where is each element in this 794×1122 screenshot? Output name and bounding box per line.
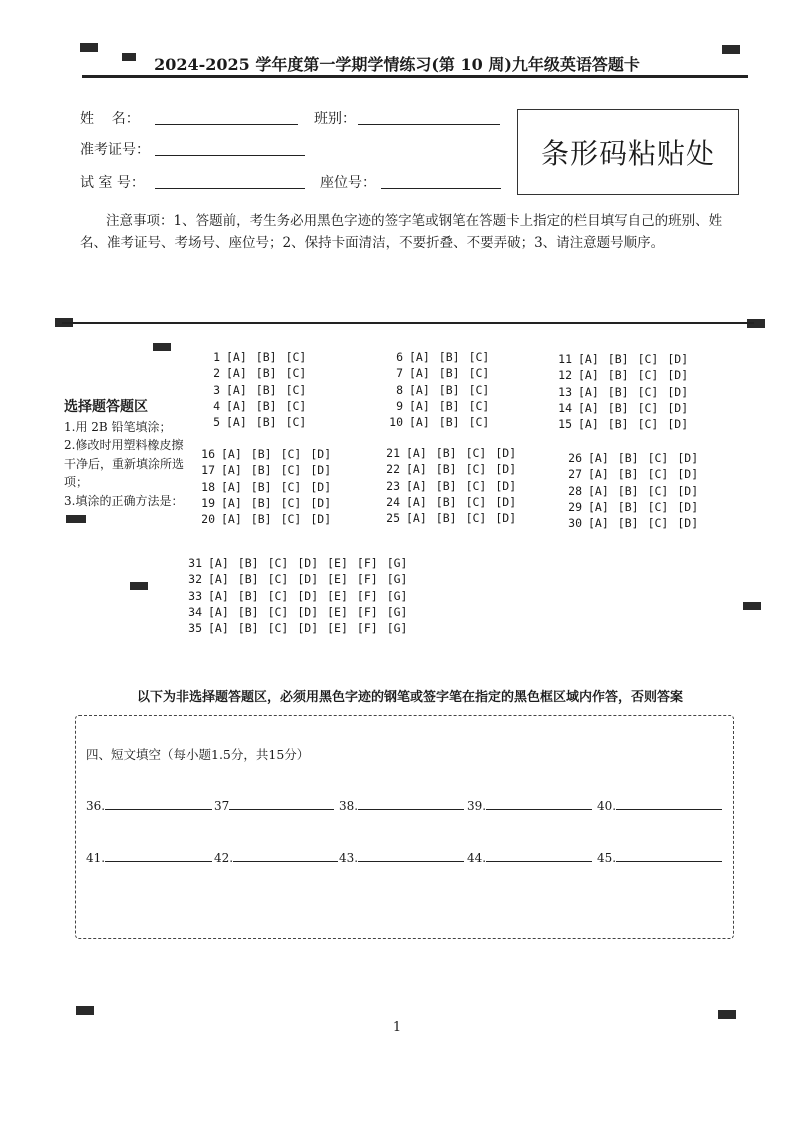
question-number: 7 [396,366,403,381]
bubble-32-C[interactable]: [C] [267,572,289,587]
barcode-label: 条形码粘贴处 [540,137,715,170]
bubble-21-D[interactable]: [D] [495,446,517,460]
bubble-22-A[interactable]: [A] [406,462,427,477]
question-number: 22 [386,462,400,477]
bubble-22-C[interactable]: [C] [465,462,487,477]
blank-39[interactable] [467,797,592,813]
bubble-1-C[interactable]: [C] [285,350,307,364]
bubble-31-G[interactable]: [G] [386,556,408,570]
bubble-30-A[interactable]: [A] [588,516,609,531]
blank-38[interactable] [339,797,464,813]
bubble-32-B[interactable]: [B] [237,572,259,587]
blank-number: 36. [86,799,106,813]
question-row-34 [182,605,416,621]
bubble-1-A[interactable]: [A] [226,350,247,364]
bubble-15-A[interactable]: [A] [578,417,599,432]
bubble-33-B[interactable]: [B] [237,588,259,603]
bubble-5-C[interactable]: [C] [285,415,307,430]
seat-field[interactable] [381,188,501,189]
bubble-33-C[interactable]: [C] [267,588,289,603]
bubble-32-E[interactable]: [E] [327,572,348,587]
bubble-27-C[interactable]: [C] [647,467,669,482]
timing-mark-side-right [743,602,761,610]
bubble-2-C[interactable]: [C] [285,366,307,381]
bubble-29-A[interactable]: [A] [588,499,609,514]
bubble-35-A[interactable]: [A] [208,621,229,636]
bubble-7-C[interactable]: [C] [468,366,490,381]
bubble-13-C[interactable]: [C] [637,384,659,399]
bubble-16-B[interactable]: [B] [250,447,272,461]
question-row-14 [552,401,697,417]
question-row-29 [562,500,707,516]
bubble-30-B[interactable]: [B] [617,516,639,531]
bubble-31-A[interactable]: [A] [208,556,229,570]
blank-40[interactable] [597,797,722,813]
bubble-19-A[interactable]: [A] [221,495,242,510]
bubble-5-A[interactable]: [A] [226,415,247,430]
bubble-23-B[interactable]: [B] [435,478,457,493]
blank-line[interactable] [616,797,722,810]
bubble-28-B[interactable]: [B] [617,483,639,498]
question-row-32 [182,572,416,588]
bubble-23-C[interactable]: [C] [465,478,487,493]
bubble-4-B[interactable]: [B] [255,398,277,413]
bubble-33-A[interactable]: [A] [208,588,229,603]
question-row-22 [380,462,525,478]
question-number: 27 [568,467,582,482]
question-row-24 [380,495,525,511]
question-number: 18 [201,479,215,494]
bubble-26-B[interactable]: [B] [617,451,639,465]
section-rule [62,322,754,324]
timing-mark-choice-1 [153,343,171,351]
blank-line[interactable] [358,849,464,862]
bubble-7-B[interactable]: [B] [438,366,460,381]
bubble-35-G[interactable]: [G] [386,621,408,636]
question-number: 1 [213,350,220,364]
bubble-8-C[interactable]: [C] [468,382,490,397]
choice-instructions [64,398,194,529]
bubble-2-A[interactable]: [A] [226,366,247,381]
bubble-4-C[interactable]: [C] [285,398,307,413]
blank-line[interactable] [616,849,722,862]
blank-number: 37 [214,799,230,813]
timing-mark-bottom-right [718,1010,736,1019]
bubble-4-A[interactable]: [A] [226,398,247,413]
bubble-20-C[interactable]: [C] [280,512,302,527]
question-row-12 [552,368,697,384]
bubble-23-A[interactable]: [A] [406,478,427,493]
bubble-33-E[interactable]: [E] [327,588,348,603]
notice-text [80,210,744,254]
bubble-26-C[interactable]: [C] [647,451,669,465]
bubble-13-D[interactable]: [D] [667,384,689,399]
question-number: 19 [201,495,215,510]
bubble-35-D[interactable]: [D] [297,621,319,636]
bubble-27-A[interactable]: [A] [588,467,609,482]
bubble-35-C[interactable]: [C] [267,621,289,636]
bubble-29-B[interactable]: [B] [617,499,639,514]
blank-42[interactable] [214,849,338,865]
bubble-24-B[interactable]: [B] [435,494,457,509]
bubble-6-A[interactable]: [A] [409,350,430,364]
bubble-25-A[interactable]: [A] [406,511,427,526]
bubble-34-F[interactable]: [F] [356,604,378,619]
question-row-11 [552,352,697,368]
bubble-9-A[interactable]: [A] [409,398,430,413]
room-label: 试 室 号： [80,175,145,191]
bubble-19-B[interactable]: [B] [250,495,272,510]
bubble-8-A[interactable]: [A] [409,382,430,397]
question-row-33 [182,589,416,605]
bubble-1-B[interactable]: [B] [255,350,277,364]
bubble-34-B[interactable]: [B] [237,604,259,619]
question-row-4 [200,399,315,415]
bubble-25-C[interactable]: [C] [465,511,487,526]
bubble-7-A[interactable]: [A] [409,366,430,381]
bubble-31-F[interactable]: [F] [356,556,378,570]
bubble-25-D[interactable]: [D] [495,511,517,526]
blank-line[interactable] [233,849,338,862]
bubble-20-B[interactable]: [B] [250,512,272,527]
blank-line[interactable] [105,849,212,862]
bubble-8-B[interactable]: [B] [438,382,460,397]
question-number: 34 [188,604,202,619]
bubble-22-B[interactable]: [B] [435,462,457,477]
bubble-24-C[interactable]: [C] [465,494,487,509]
bubble-18-B[interactable]: [B] [250,479,272,494]
bubble-21-B[interactable]: [B] [435,446,457,460]
nonchoice-separator: 以下为非选择题答题区，必须用黑色字迹的钢笔或签字笔在指定的黑色框区域内作答，否则答案 [136,690,683,705]
question-number: 11 [558,352,572,366]
bubble-11-A[interactable]: [A] [578,352,599,366]
question-row-5 [200,415,315,431]
bubble-35-F[interactable]: [F] [356,621,378,636]
choice-heading: 选择题答题区 [64,399,148,415]
question-number: 4 [213,398,220,413]
question-number: 5 [213,415,220,430]
bubble-2-B[interactable]: [B] [255,366,277,381]
question-row-28 [562,484,707,500]
bubble-32-D[interactable]: [D] [297,572,319,587]
bubble-6-B[interactable]: [B] [438,350,460,364]
question-row-3 [200,383,315,399]
bubble-22-D[interactable]: [D] [495,462,517,477]
bubble-12-A[interactable]: [A] [578,368,599,383]
bubble-32-F[interactable]: [F] [356,572,378,587]
bubble-27-B[interactable]: [B] [617,467,639,482]
bubble-3-A[interactable]: [A] [226,382,247,397]
question-number: 29 [568,499,582,514]
bubble-21-A[interactable]: [A] [406,446,427,460]
question-number: 35 [188,621,202,636]
question-row-8 [383,383,498,399]
blank-number: 43. [339,851,359,865]
bubble-24-D[interactable]: [D] [495,494,517,509]
bubble-16-C[interactable]: [C] [280,447,302,461]
bubble-17-C[interactable]: [C] [280,463,302,478]
bubble-14-C[interactable]: [C] [637,400,659,415]
bubble-21-C[interactable]: [C] [465,446,487,460]
question-number: 16 [201,447,215,461]
question-row-6 [383,350,498,366]
bubble-15-B[interactable]: [B] [607,417,629,432]
bubble-19-C[interactable]: [C] [280,495,302,510]
bubble-35-E[interactable]: [E] [327,621,348,636]
bubble-29-C[interactable]: [C] [647,499,669,514]
name-field[interactable] [155,124,298,125]
bubble-26-A[interactable]: [A] [588,451,609,465]
bubble-26-D[interactable]: [D] [677,451,699,465]
bubble-17-D[interactable]: [D] [310,463,332,478]
question-number: 32 [188,572,202,587]
bubble-34-G[interactable]: [G] [386,604,408,619]
bubble-15-C[interactable]: [C] [637,417,659,432]
question-row-9 [383,399,498,415]
bubble-28-D[interactable]: [D] [677,483,699,498]
choice-rule-3: 3.填涂的正确方法是： [64,493,184,508]
bubble-18-A[interactable]: [A] [221,479,242,494]
bubble-28-C[interactable]: [C] [647,483,669,498]
question-row-21 [380,446,525,462]
blank-37[interactable] [214,797,334,813]
bubble-6-C[interactable]: [C] [468,350,490,364]
bubble-32-G[interactable]: [G] [386,572,408,587]
bubble-18-C[interactable]: [C] [280,479,302,494]
bubble-30-C[interactable]: [C] [647,516,669,531]
bubble-33-F[interactable]: [F] [356,588,378,603]
bubble-15-D[interactable]: [D] [667,417,689,432]
question-number: 12 [558,368,572,383]
question-number: 20 [201,512,215,527]
question-row-2 [200,366,315,382]
blank-36[interactable] [86,797,212,813]
timing-mark-top-left [80,43,98,52]
blank-number: 41. [86,851,106,865]
question-row-27 [562,467,707,483]
question-row-19 [195,496,340,512]
bubble-12-B[interactable]: [B] [607,368,629,383]
timing-mark-bottom-left [76,1006,94,1015]
bubble-28-A[interactable]: [A] [588,483,609,498]
bubble-11-B[interactable]: [B] [607,352,629,366]
question-row-18 [195,480,340,496]
bubble-31-E[interactable]: [E] [327,556,348,570]
question-number: 2 [213,366,220,381]
question-number: 3 [213,382,220,397]
bubble-27-D[interactable]: [D] [677,467,699,482]
question-number: 8 [396,382,403,397]
question-number: 21 [386,446,400,460]
exam-no-field[interactable] [155,155,305,156]
bubble-33-D[interactable]: [D] [297,588,319,603]
filled-mark-example [66,515,86,523]
question-number: 26 [568,451,582,465]
question-number: 13 [558,384,572,399]
bubble-3-B[interactable]: [B] [255,382,277,397]
question-number: 6 [396,350,403,364]
bubble-17-B[interactable]: [B] [250,463,272,478]
section-title: 四、短文填空（每小题1.5分，共15分） [86,747,310,762]
bubble-34-A[interactable]: [A] [208,604,229,619]
bubble-18-D[interactable]: [D] [310,479,332,494]
bubble-12-C[interactable]: [C] [637,368,659,383]
question-number: 23 [386,478,400,493]
bubble-34-D[interactable]: [D] [297,604,319,619]
barcode-area [517,109,739,195]
bubble-16-A[interactable]: [A] [221,447,242,461]
question-number: 30 [568,516,582,531]
timing-mark-choice-2 [130,582,148,590]
question-row-35 [182,621,416,637]
bubble-10-B[interactable]: [B] [438,415,460,430]
blank-number: 45. [597,851,617,865]
choice-rule-1: 1.用 2B 铅笔填涂； [64,419,172,434]
blank-line[interactable] [105,797,212,810]
bubble-34-C[interactable]: [C] [267,604,289,619]
question-number: 31 [188,556,202,570]
bubble-5-B[interactable]: [B] [255,415,277,430]
question-row-17 [195,463,340,479]
blank-line[interactable] [229,797,334,810]
bubble-16-D[interactable]: [D] [310,447,332,461]
bubble-11-D[interactable]: [D] [667,352,689,366]
bubble-24-A[interactable]: [A] [406,494,427,509]
question-number: 15 [558,417,572,432]
question-number: 25 [386,511,400,526]
question-number: 28 [568,483,582,498]
bubble-13-B[interactable]: [B] [607,384,629,399]
bubble-3-C[interactable]: [C] [285,382,307,397]
bubble-19-D[interactable]: [D] [310,495,332,510]
bubble-32-A[interactable]: [A] [208,572,229,587]
blank-number: 44. [467,851,487,865]
question-number: 9 [396,398,403,413]
blank-number: 40. [597,799,617,813]
question-row-25 [380,511,525,527]
question-number: 33 [188,588,202,603]
question-row-20 [195,512,340,528]
header-rule [82,75,748,78]
bubble-33-G[interactable]: [G] [386,588,408,603]
question-row-13 [552,385,697,401]
question-row-23 [380,479,525,495]
choice-rule-2: 2.修改时用塑料橡皮擦干净后，重新填涂所选项； [64,438,185,489]
room-field[interactable] [155,188,305,189]
question-number: 17 [201,463,215,478]
page-number: 1 [392,1020,402,1035]
question-number: 24 [386,494,400,509]
blank-number: 39. [467,799,487,813]
bubble-12-D[interactable]: [D] [667,368,689,383]
bubble-14-B[interactable]: [B] [607,400,629,415]
bubble-35-B[interactable]: [B] [237,621,259,636]
bubble-31-C[interactable]: [C] [267,556,289,570]
bubble-25-B[interactable]: [B] [435,511,457,526]
bubble-31-D[interactable]: [D] [297,556,319,570]
bubble-10-A[interactable]: [A] [409,415,430,430]
exam-no-label: 准考证号： [80,142,150,158]
question-row-1 [200,350,315,366]
question-number: 10 [389,415,403,430]
class-label: 班别： [314,111,356,127]
bubble-11-C[interactable]: [C] [637,352,659,366]
bubble-20-D[interactable]: [D] [310,512,332,527]
question-row-7 [383,366,498,382]
bubble-13-A[interactable]: [A] [578,384,599,399]
blank-line[interactable] [486,797,592,810]
question-row-15 [552,417,697,433]
page-title: 2024-2025 学年度第一学期学情练习(第 10 周)九年级英语答题卡 [154,55,640,74]
question-number: 14 [558,400,572,415]
bubble-17-A[interactable]: [A] [221,463,242,478]
blank-number: 42. [214,851,234,865]
bubble-20-A[interactable]: [A] [221,512,242,527]
question-row-26 [562,451,707,467]
name-label: 姓 名： [80,111,140,127]
class-field[interactable] [358,124,500,125]
bubble-14-D[interactable]: [D] [667,400,689,415]
blank-line[interactable] [486,849,592,862]
bubble-23-D[interactable]: [D] [495,478,517,493]
bubble-10-C[interactable]: [C] [468,415,490,430]
blank-45[interactable] [597,849,722,865]
blank-43[interactable] [339,849,464,865]
seat-label: 座位号： [320,175,376,191]
blank-44[interactable] [467,849,592,865]
question-row-16 [195,447,340,463]
bubble-31-B[interactable]: [B] [237,556,259,570]
question-row-10 [383,415,498,431]
bubble-30-D[interactable]: [D] [677,516,699,531]
question-row-30 [562,516,707,532]
blank-line[interactable] [358,797,464,810]
blank-number: 38. [339,799,359,813]
bubble-14-A[interactable]: [A] [578,400,599,415]
blank-41[interactable] [86,849,212,865]
bubble-9-B[interactable]: [B] [438,398,460,413]
bubble-9-C[interactable]: [C] [468,398,490,413]
bubble-34-E[interactable]: [E] [327,604,348,619]
bubble-29-D[interactable]: [D] [677,499,699,514]
question-row-31 [182,556,416,572]
notice-body: 注意事项：1、答题前，考生务必用黑色字迹的签字笔或钢笔在答题卡上指定的栏目填写自己的班别、姓名、准考证号、考场号、座位号；2、保持卡面清洁，不要折叠、不要弄破；3、请注意题号顺序。 [80,213,723,251]
